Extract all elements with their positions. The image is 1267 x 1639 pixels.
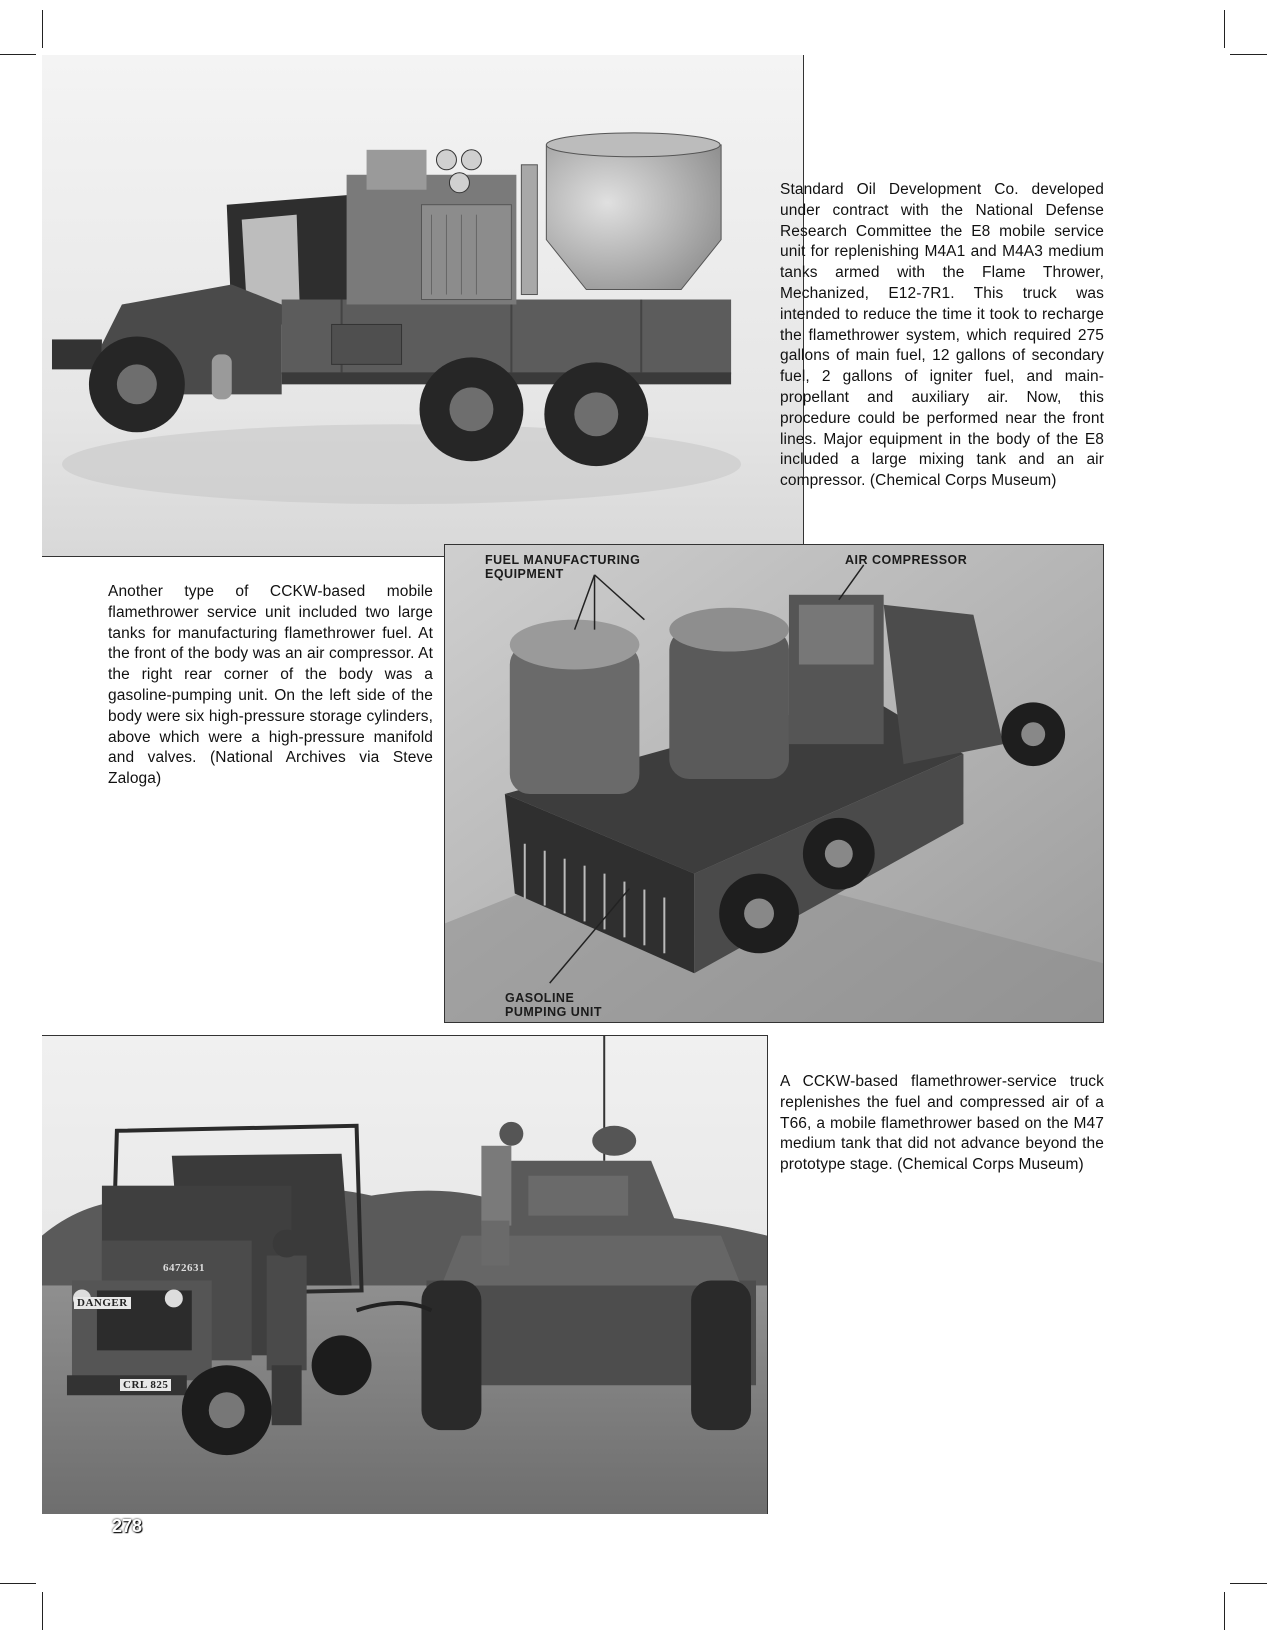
refuelling-scene-illustration bbox=[42, 1036, 767, 1514]
crop-mark-top-right-h bbox=[1230, 54, 1267, 55]
label-air-compressor: AIR COMPRESSOR bbox=[845, 553, 968, 567]
truck-hood-number: 6472631 bbox=[163, 1262, 205, 1274]
label-fuel-manufacturing bbox=[485, 553, 640, 581]
crop-mark-top-right bbox=[1224, 10, 1225, 48]
crop-mark-top-left-h bbox=[0, 54, 36, 55]
overhead-truck-illustration bbox=[445, 545, 1103, 1022]
truck-danger-sign: DANGER bbox=[74, 1297, 131, 1309]
truck-bumper-plate: CRL 825 bbox=[120, 1379, 171, 1391]
e8-truck-illustration bbox=[42, 55, 803, 556]
photo-fuel-manufacturing-truck bbox=[444, 544, 1104, 1023]
caption-top: Standard Oil Development Co. developed under contract with the National Defense Research Committee the E8 mobile service unit for replenishing M4A1 and M4A3 medium tanks armed with the Flame Thrower, Mechanized, E12-7R1. This truck was intended to reduce the time it took to recharge the flamethrower system, which required 275 gallons of main fuel, 12 gallons of secondary fuel, 2 gallons of igniter fuel, and main-propellant and auxiliary air. Now, this procedure could be performed near the front lines. Major equipment in the body of the E8 included a large mixing tank and an air compressor. (Chemical Corps Museum) bbox=[780, 181, 1104, 490]
label-fuel-line2: EQUIPMENT bbox=[485, 567, 564, 581]
crop-mark-bottom-left-h bbox=[0, 1583, 36, 1584]
caption-middle: Another type of CCKW-based mobile flamethrower service unit included two large tanks for manufacturing flamethrower fuel. At the front of the body was an air compressor. At the right rear corner of the body was a gasoline-pumping unit. On the left side of the body were six high-pressure storage cylinders, above which were a high-pressure manifold and valves. (National Archives via Steve Zaloga) bbox=[108, 583, 433, 788]
label-gas-line2: PUMPING UNIT bbox=[505, 1005, 602, 1019]
caption-bottom: A CCKW-based flamethrower-service truck replenishes the fuel and compressed air of a T66, a mobile flamethrower based on the M47 medium tank that did not advance beyond the prototype stage. (Chemical Corps Museum) bbox=[780, 1073, 1104, 1174]
crop-mark-bottom-right-h bbox=[1230, 1583, 1267, 1584]
label-gasoline-pumping bbox=[505, 991, 602, 1019]
label-gas-line1: GASOLINE bbox=[505, 991, 575, 1005]
crop-mark-bottom-right bbox=[1224, 1592, 1225, 1630]
photo-e8-service-truck bbox=[42, 55, 804, 557]
crop-mark-top-left bbox=[42, 10, 43, 48]
page-number: 278 bbox=[112, 1516, 143, 1536]
photo-t66-refuelling bbox=[42, 1035, 768, 1514]
crop-mark-bottom-left bbox=[42, 1592, 43, 1630]
label-fuel-line1: FUEL MANUFACTURING bbox=[485, 553, 641, 567]
